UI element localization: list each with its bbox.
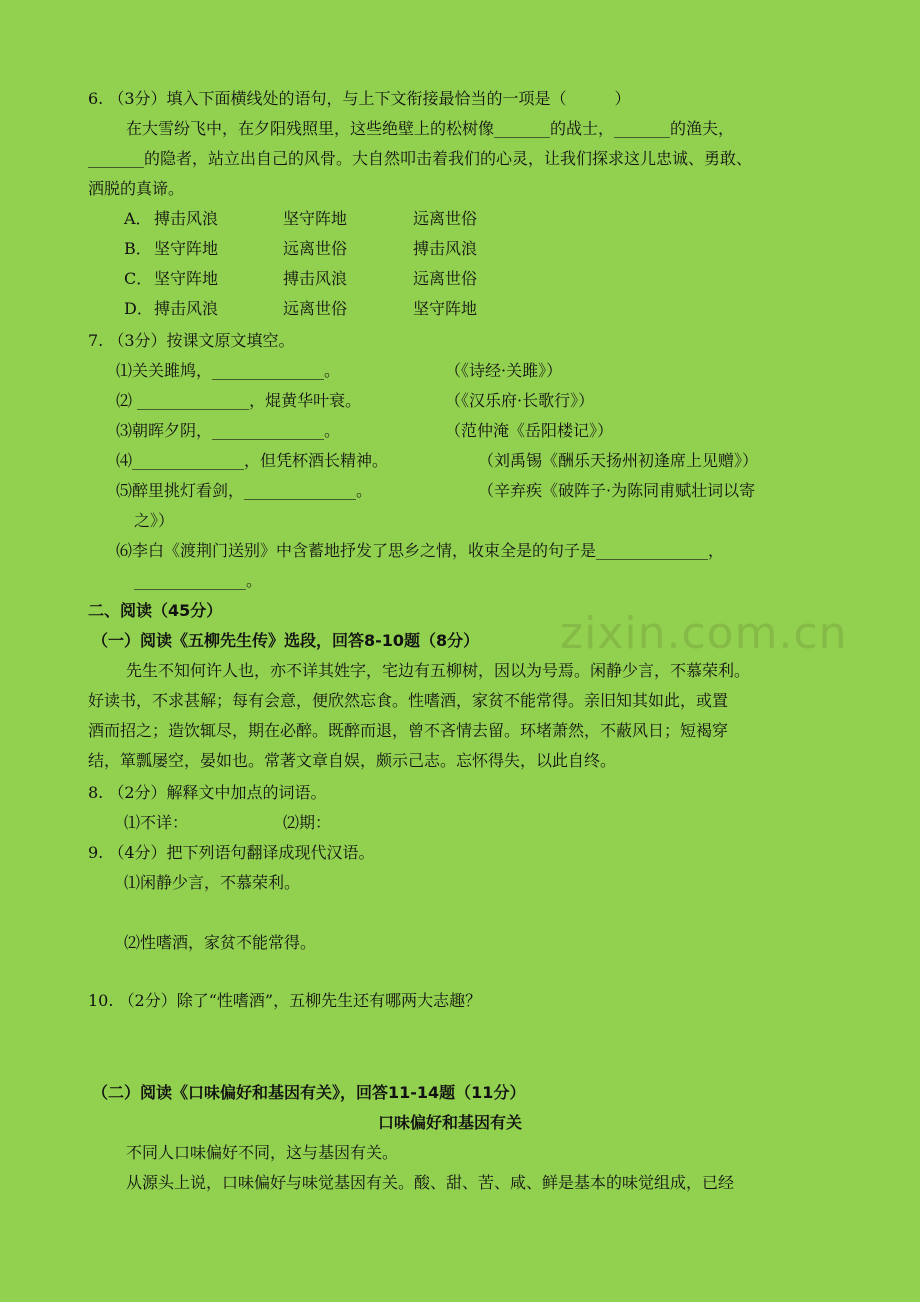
q7-item-source: （《诗经·关雎》） [445,361,563,380]
option-choice: 搏击风浪 [154,209,219,228]
q6-passage-line: 在大雪纷飞中，在夕阳残照里，这些绝壁上的松树像_______的战士，_______的渔夫， [126,119,735,138]
q9-stem: 9. （4分）把下列语句翻译成现代汉语。 [88,843,375,862]
q6-stem: 6. （3分）填入下面横线处的语句，与上下文衔接最恰当的一项是（ ） [88,89,631,108]
option-choice: 坚守阵地 [283,209,348,228]
watermark: zixin.com.cn [560,608,848,659]
part-heading: （一）阅读《五柳先生传》选段，回答8-10题（8分） [92,631,480,650]
passage-line: 酒而招之；造饮辄尽，期在必醉。既醉而退，曾不吝情去留。环堵萧然，不蔽风日；短褐穿 [88,721,729,740]
option-choice: 远离世俗 [413,209,478,228]
q6-option-c [124,268,478,290]
q7-item-source: （刘禹锡《酬乐天扬州初逢席上见赠》） [478,451,759,470]
q9-item: ⑴闲静少言，不慕荣利。 [124,873,301,892]
passage-line: 好读书，不求甚解；每有会意，便欣然忘食。性嗜酒，家贫不能常得。亲旧知其如此，或置 [88,691,729,710]
option-choice: 远离世俗 [283,239,348,258]
option-choice: 搏击风浪 [283,269,348,288]
q7-item: ⑵ ______________，焜黄华叶衰。 [116,391,362,410]
q7-item: ______________。 [134,571,263,590]
option-choice: 搏击风浪 [154,299,219,318]
q7-item: ⑹李白《渡荆门送别》中含蓄地抒发了思乡之情，收束全是的句子是______________， [116,541,725,560]
q10-stem: 10. （2分）除了“性嗜酒”，五柳先生还有哪两大志趣？ [88,991,482,1010]
q7-item-source: （辛弃疾《破阵子·为陈同甫赋壮词以寄 [478,481,756,500]
q6-option-a [124,208,478,230]
q7-stem: 7. （3分）按课文原文填空。 [88,331,295,350]
option-choice: 坚守阵地 [154,239,219,258]
article-title: 口味偏好和基因有关 [378,1113,523,1132]
article-line: 从源头上说，口味偏好与味觉基因有关。酸、甜、苦、咸、鲜是基本的味觉组成，已经 [126,1173,735,1192]
q6-option-b [124,238,478,260]
q8-stem: 8. （2分）解释文中加点的词语。 [88,783,327,802]
q9-item: ⑵性嗜酒，家贫不能常得。 [124,933,317,952]
option-choice: 远离世俗 [283,299,348,318]
q7-item: ⑴关关雎鸠，______________。 [116,361,341,380]
q7-item-source-cont: 之》） [134,511,175,530]
option-label: D． [124,299,153,318]
q8-item: ⑴不详： [124,813,189,832]
q7-item: ⑶朝晖夕阴，______________。 [116,421,341,440]
q7-item-source: （《汉乐府·长歌行》） [445,391,595,410]
option-choice: 搏击风浪 [413,239,478,258]
part-heading: （二）阅读《口味偏好和基因有关》，回答11-14题（11分） [92,1083,526,1102]
option-choice: 坚守阵地 [154,269,219,288]
q7-item: ⑷______________，但凭杯酒长精神。 [116,451,389,470]
option-label: B． [124,239,152,258]
article-line: 不同人口味偏好不同，这与基因有关。 [126,1143,399,1162]
option-choice: 坚守阵地 [413,299,478,318]
option-choice: 远离世俗 [413,269,478,288]
q8-item: ⑵期： [283,813,332,832]
q6-passage-line: _______的隐者，站立出自己的风骨。大自然叩击着我们的心灵，让我们探求这儿忠诚、勇敢、 [88,149,753,168]
section-heading: 二、阅读（45分） [88,601,223,620]
q6-option-d [124,298,478,320]
q6-passage-line: 洒脱的真谛。 [88,179,185,198]
option-label: C． [124,269,153,288]
q7-item: ⑸醉里挑灯看剑，______________。 [116,481,373,500]
passage-line: 结，箪瓢屡空，晏如也。常著文章自娱，颇示己志。忘怀得失，以此自终。 [88,751,617,770]
passage-line: 先生不知何许人也，亦不详其姓字，宅边有五柳树，因以为号焉。闲静少言，不慕荣利。 [126,661,751,680]
option-label: A． [124,209,152,228]
q7-item-source: （范仲淹《岳阳楼记》） [445,421,614,440]
